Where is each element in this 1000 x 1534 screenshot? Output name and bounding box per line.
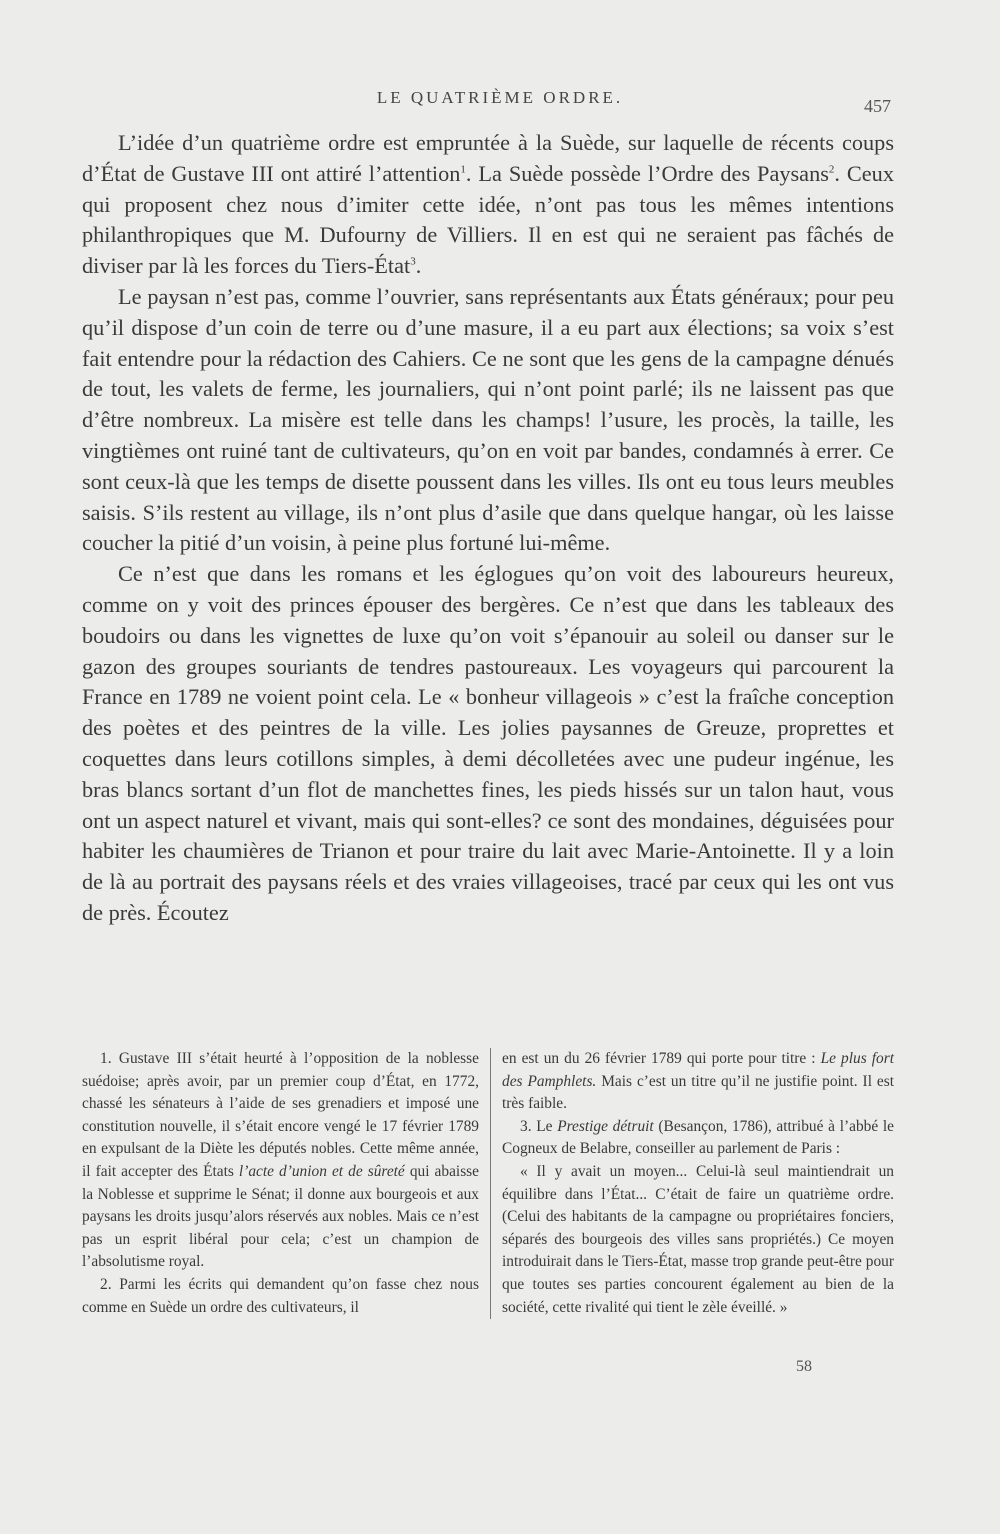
paragraph-3: Ce n’est que dans les romans et les églogues qu’on voit des laboureurs heureux, comme on y voit des princes épouser des bergères. Ce n’est que dans les tableaux des boudoirs ou dans les vignettes de luxe qu’on voit s’épanouir au soleil ou danser sur le gazon des groupes souriants de tendres pastoureaux. Les voyageurs qui parcourent la France en 1789 ne voient point cela. Le « bonheur villageois » c’est la fraîche conception des poètes et des peintres de la ville. Les jolies paysannes de Greuze, proprettes et coquettes dans leurs cotillons simples, à demi décolletées avec une pudeur ingénue, les bras blancs sortant d’un flot de manchettes fines, les pieds hissés sur un talon haut, vous ont un aspect naturel et vivant, mais qui sont-elles? ce sont des mondaines, déguisées pour habiter les chaumières de Trianon et pour traire du lait avec Marie-Antoinette. Il y a loin de là au portrait des paysans réels et des vraies villageoises, tracé par ceux qui les ont vus de près. Écoutez (82, 561, 894, 925)
footnotes (82, 1048, 894, 1319)
page-number: 457 (864, 96, 891, 116)
footnote-1-italic: l’acte d’union et de sûreté (238, 1162, 405, 1180)
footnote-2-italic: Le plus fort des Pamphlets. (502, 1050, 894, 1090)
footnote-3-quote: « Il y avait un moyen... Celui-là seul maintiendrait un équilibre dans l’État... C’était de faire un quatrième ordre. (Celui des habitants de la campagne ou propriétaires fonciers, séparés des bourgeois des villes sans propriétés.) Ce moyen introduirait dans le Tiers-État, masse trop grande peut-être pour que toutes ses parties concourent également au bien de la société, cette rivalité qui tient le zèle éveillé. » (502, 1162, 894, 1316)
footnote-2-text-b: en est un du 26 février 1789 qui porte pour titre : (502, 1050, 821, 1067)
paragraph-1-text-c: . Ceux qui proposent chez nous d’imiter cette idée, n’ont pas tous les mêmes intentions philanthropiques que M. Dufourny de Villiers. Il en est qui ne seraient pas fâchés de diviser par là les forces du Tiers-État (82, 160, 894, 279)
footnote-2: 2. Parmi les écrits qui demandent qu’on fasse chez nous comme en Suède un ordre des cultivateurs, il (82, 1275, 479, 1316)
running-head: LE QUATRIÈME ORDRE. (376, 88, 624, 107)
footnote-3-italic: Prestige détruit (557, 1117, 654, 1135)
footnotes-left-column (82, 1048, 479, 1319)
footnote-3-text-a: 3. Le (520, 1117, 558, 1135)
paragraph-1 (82, 128, 894, 282)
footnote-ref-1: 1 (460, 163, 466, 176)
footnote-2-continued (502, 1048, 894, 1116)
body-text (82, 128, 894, 929)
paragraph-1-text-d: . (415, 253, 422, 279)
signature-mark: 58 (796, 1358, 812, 1375)
footnote-3-text-b: (Besançon, 1786), attribué à l’abbé le Cogneux de Belabre, conseiller au parlement de Paris : (502, 1117, 894, 1158)
footnote-2-text-c: Mais c’est un titre qu’il ne justifie point. Il est très faible. (502, 1072, 894, 1113)
footnote-ref-3: 3 (410, 255, 416, 268)
paragraph-1-text-b: . La Suède possède l’Ordre des Paysans (465, 160, 829, 186)
footnote-1 (82, 1048, 479, 1274)
paragraph-1-text-a: L’idée d’un quatrième ordre est empruntée à la Suède, sur laquelle de récents coups d’État de Gustave III ont attiré l’attention (82, 130, 894, 186)
footnote-column-divider (490, 1048, 491, 1319)
footnote-1-text-b: qui abaisse la Noblesse et supprime le Sénat; il donne aux bourgeois et aux paysans les droits jusqu’alors réservés aux nobles. Mais ce n’est pas un esprit libéral pour cela; c’est un champion de l’absolutisme royal. (82, 1162, 480, 1271)
paragraph-2: Le paysan n’est pas, comme l’ouvrier, sans représentants aux États généraux; pour peu qu’il dispose d’un coin de terre ou d’une masure, il a eu part aux élections; sa voix s’est fait entendre pour la rédaction des Cahiers. Ce ne sont que les gens de la campagne dénués de tout, les valets de ferme, les journaliers, qui n’ont point parlé; ils ne laissent pas que d’être nombreux. La misère est telle dans les champs! l’usure, les procès, la taille, les vingtièmes ont ruiné tant de cultivateurs, qu’on en voit par bandes, condamnés à errer. Ce sont ceux-là que les temps de disette poussent dans les villes. Ils ont eu tous leurs meubles saisis. S’ils restent au village, ils n’ont plus d’asile que dans quelque hangar, où les laisse coucher la pitié d’un voisin, à peine plus fortuné lui-même. (82, 283, 894, 556)
footnote-ref-2: 2 (828, 163, 835, 176)
footnote-1-text-a: 1. Gustave III s’était heurté à l’opposition de la noblesse suédoise; après avoir, par un premier coup d’État, en 1772, chassé les sénateurs à l’aide de ses grenadiers et imposé une constitution nouvelle, il s’était encore vengé le 17 février 1789 en expulsant de la Diète les députés nobles. Cette même année, il fait accepter des États (82, 1050, 479, 1180)
footnotes-right-column (502, 1048, 894, 1319)
footnote-3 (502, 1116, 894, 1161)
